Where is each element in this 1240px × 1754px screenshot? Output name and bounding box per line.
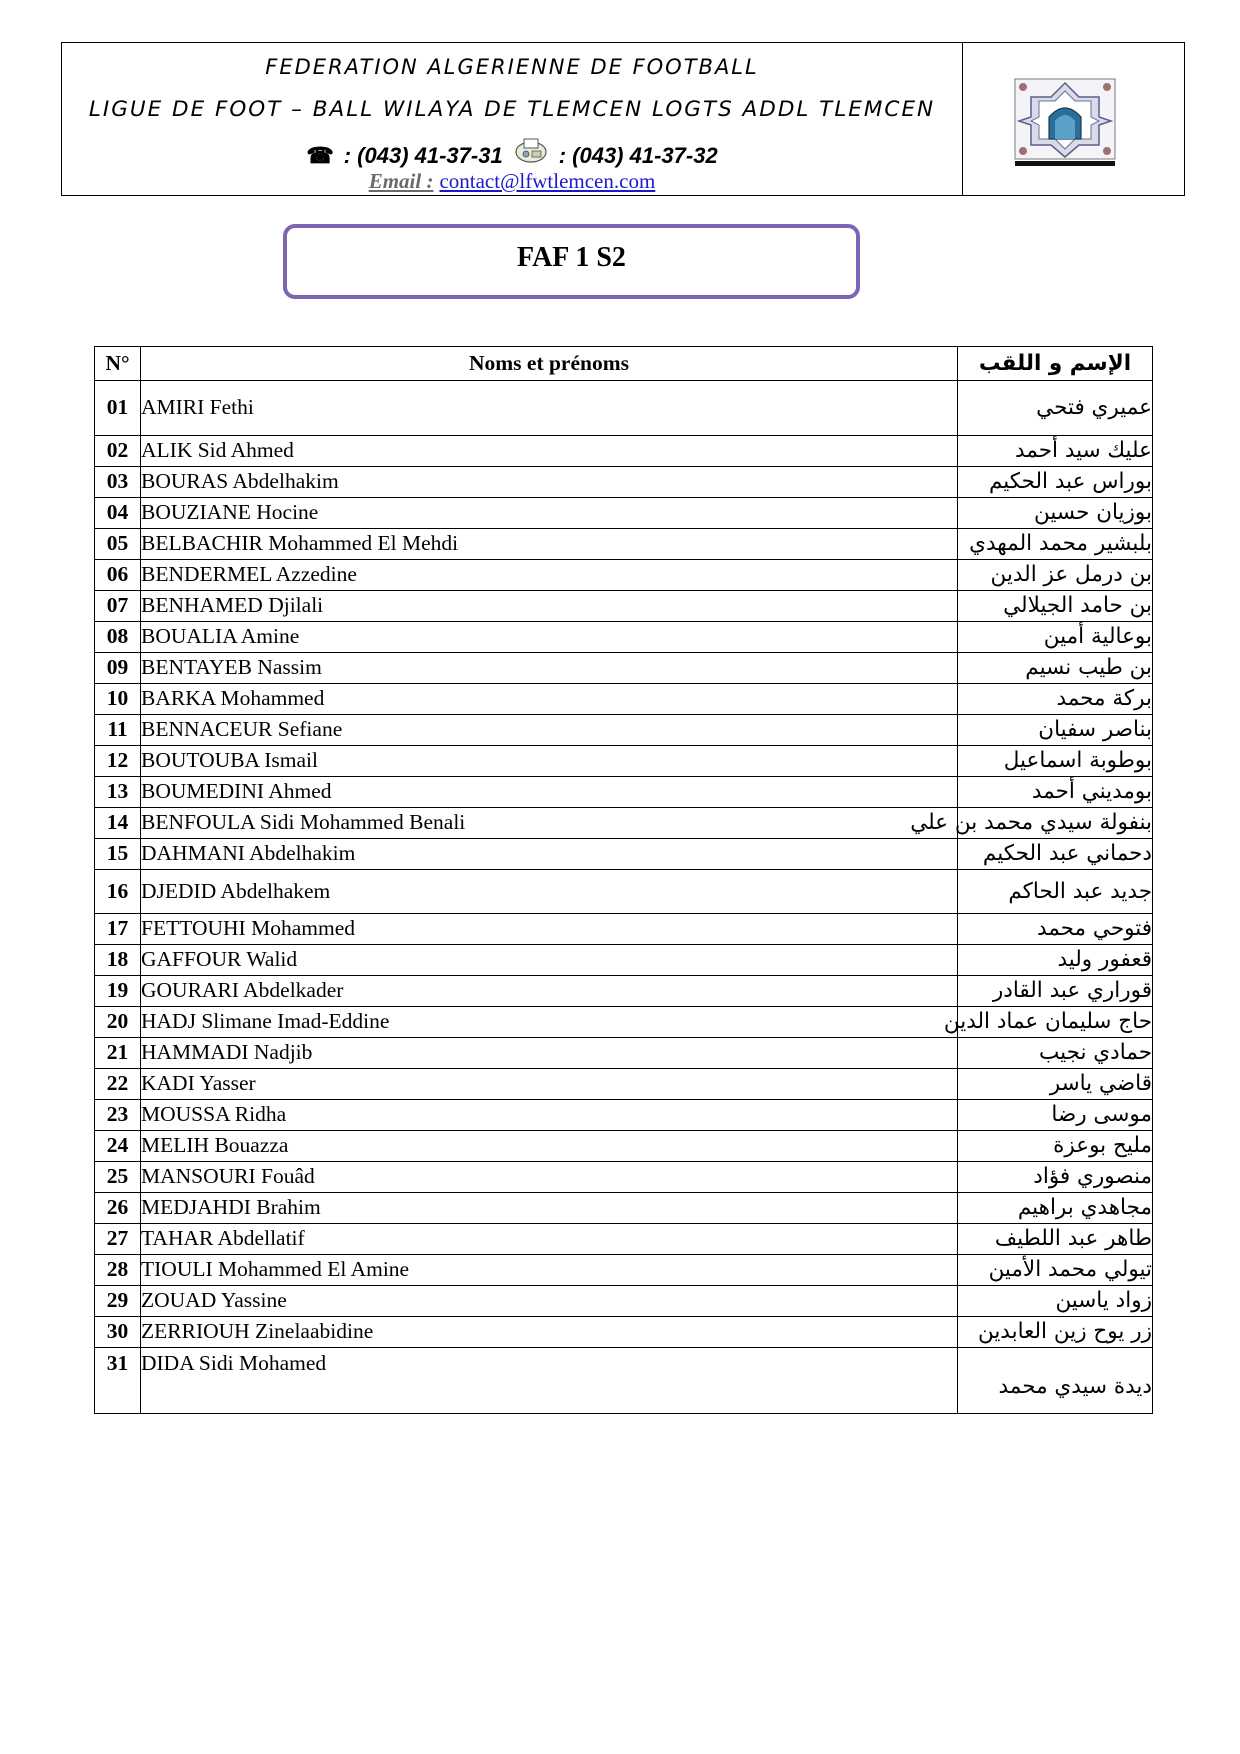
player-name-arabic: بوراس عبد الحكيم <box>958 467 1153 498</box>
phone-number: : (043) 41-37-31 <box>343 143 503 168</box>
player-name-arabic: قوراري عبد القادر <box>958 976 1153 1007</box>
table-row <box>95 467 1153 498</box>
table-row <box>95 498 1153 529</box>
table-row <box>95 839 1153 870</box>
phone-icon: ☎ <box>306 143 334 168</box>
player-name: BENDERMEL Azzedine <box>141 560 958 591</box>
player-name: BENHAMED Djilali <box>141 591 958 622</box>
row-number: 13 <box>95 777 141 808</box>
row-number: 15 <box>95 839 141 870</box>
player-name-arabic: موسى رضا <box>958 1100 1153 1131</box>
player-name: MOUSSA Ridha <box>141 1100 958 1131</box>
player-name-arabic: طاهر عبد اللطيف <box>958 1224 1153 1255</box>
row-number: 29 <box>95 1286 141 1317</box>
table-row <box>95 1131 1153 1162</box>
player-name: MANSOURI Fouâd <box>141 1162 958 1193</box>
row-number: 31 <box>95 1348 141 1414</box>
player-name-arabic: حاج سليمان عماد الدين <box>958 1007 1153 1038</box>
header-name: Noms et prénoms <box>141 347 958 381</box>
table-row <box>95 381 1153 436</box>
header-number: N° <box>95 347 141 381</box>
table-row <box>95 1069 1153 1100</box>
player-name-arabic: مليح بوعزة <box>958 1131 1153 1162</box>
player-name-arabic: بوعالية أمين <box>958 622 1153 653</box>
player-name-arabic: دحماني عبد الحكيم <box>958 839 1153 870</box>
player-name-arabic: بوطوبة اسماعيل <box>958 746 1153 777</box>
list-title: FAF 1 S2 <box>517 242 626 273</box>
logo-cell <box>963 43 1184 195</box>
table-row <box>95 560 1153 591</box>
row-number: 16 <box>95 870 141 914</box>
player-name-arabic: مجاهدي براهيم <box>958 1193 1153 1224</box>
league-logo <box>1013 77 1117 169</box>
table-row <box>95 529 1153 560</box>
player-name-arabic: عميري فتحي <box>958 381 1153 436</box>
row-number: 25 <box>95 1162 141 1193</box>
row-number: 02 <box>95 436 141 467</box>
player-name: MELIH Bouazza <box>141 1131 958 1162</box>
player-name-arabic: حمادي نجيب <box>958 1038 1153 1069</box>
player-name: BENNACEUR Sefiane <box>141 715 958 746</box>
row-number: 04 <box>95 498 141 529</box>
player-name-arabic: جديد عبد الحاكم <box>958 870 1153 914</box>
row-number: 18 <box>95 945 141 976</box>
player-name: DAHMANI Abdelhakim <box>141 839 958 870</box>
player-name: BENFOULA Sidi Mohammed Benali <box>141 808 958 839</box>
row-number: 12 <box>95 746 141 777</box>
contact-numbers <box>62 141 962 171</box>
table-row <box>95 436 1153 467</box>
row-number: 06 <box>95 560 141 591</box>
player-name-arabic: بركة محمد <box>958 684 1153 715</box>
player-name: BENTAYEB Nassim <box>141 653 958 684</box>
player-name: ZERRIOUH Zinelaabidine <box>141 1317 958 1348</box>
player-name: TAHAR Abdellatif <box>141 1224 958 1255</box>
player-name: BOUMEDINI Ahmed <box>141 777 958 808</box>
header-arabic-name: الإسم و اللقب <box>958 347 1153 381</box>
table-row <box>95 1193 1153 1224</box>
row-number: 01 <box>95 381 141 436</box>
roster-body <box>95 381 1153 1414</box>
row-number: 17 <box>95 914 141 945</box>
row-number: 08 <box>95 622 141 653</box>
table-row <box>95 777 1153 808</box>
email-label: Email : <box>368 169 434 193</box>
league-address: LIGUE DE FOOT – BALL WILAYA DE TLEMCEN LOGTS ADDL TLEMCEN <box>88 97 936 122</box>
player-name: DIDA Sidi Mohamed <box>141 1348 958 1414</box>
row-number: 27 <box>95 1224 141 1255</box>
fax-number: : (043) 41-37-32 <box>558 143 718 168</box>
letterhead <box>61 42 1185 196</box>
row-number: 03 <box>95 467 141 498</box>
table-row <box>95 1038 1153 1069</box>
player-name: BELBACHIR Mohammed El Mehdi <box>141 529 958 560</box>
table-row <box>95 1286 1153 1317</box>
player-roster-table <box>94 346 1153 1414</box>
email-link[interactable]: contact@lfwtlemcen.com <box>439 169 656 193</box>
table-row <box>95 715 1153 746</box>
player-name: GOURARI Abdelkader <box>141 976 958 1007</box>
table-row <box>95 976 1153 1007</box>
player-name: KADI Yasser <box>141 1069 958 1100</box>
player-name: BOUTOUBA Ismail <box>141 746 958 777</box>
table-row <box>95 684 1153 715</box>
player-name-arabic: بوزيان حسين <box>958 498 1153 529</box>
player-name: ALIK Sid Ahmed <box>141 436 958 467</box>
player-name-arabic: منصوري فؤاد <box>958 1162 1153 1193</box>
row-number: 14 <box>95 808 141 839</box>
player-name-arabic: تيولي محمد الأمين <box>958 1255 1153 1286</box>
table-row <box>95 808 1153 839</box>
table-row <box>95 945 1153 976</box>
federation-name: FEDERATION ALGERIENNE DE FOOTBALL <box>265 55 759 79</box>
row-number: 21 <box>95 1038 141 1069</box>
player-name-arabic: ديدة سيدي محمد <box>958 1348 1153 1414</box>
player-name: DJEDID Abdelhakem <box>141 870 958 914</box>
player-name: ZOUAD Yassine <box>141 1286 958 1317</box>
player-name-arabic: بن حامد الجيلالي <box>958 591 1153 622</box>
table-row <box>95 1100 1153 1131</box>
player-name: HADJ Slimane Imad-Eddine <box>141 1007 958 1038</box>
table-row <box>95 591 1153 622</box>
fax-icon <box>513 135 549 165</box>
table-row <box>95 1317 1153 1348</box>
player-name: BOUZIANE Hocine <box>141 498 958 529</box>
row-number: 30 <box>95 1317 141 1348</box>
row-number: 22 <box>95 1069 141 1100</box>
row-number: 10 <box>95 684 141 715</box>
player-name: BARKA Mohammed <box>141 684 958 715</box>
player-name-arabic: قاضي ياسر <box>958 1069 1153 1100</box>
row-number: 24 <box>95 1131 141 1162</box>
row-number: 26 <box>95 1193 141 1224</box>
player-name: BOURAS Abdelhakim <box>141 467 958 498</box>
player-name: AMIRI Fethi <box>141 381 958 436</box>
table-row <box>95 1007 1153 1038</box>
player-name: BOUALIA Amine <box>141 622 958 653</box>
player-name-arabic: عليك سيد أحمد <box>958 436 1153 467</box>
player-name: TIOULI Mohammed El Amine <box>141 1255 958 1286</box>
player-name-arabic: بنفولة سيدي محمد بن علي <box>958 808 1153 839</box>
player-name-arabic: قعفور وليد <box>958 945 1153 976</box>
table-row <box>95 622 1153 653</box>
row-number: 07 <box>95 591 141 622</box>
list-title-box <box>283 224 860 299</box>
row-number: 28 <box>95 1255 141 1286</box>
row-number: 19 <box>95 976 141 1007</box>
letterhead-text <box>62 43 963 195</box>
player-name: MEDJAHDI Brahim <box>141 1193 958 1224</box>
row-number: 09 <box>95 653 141 684</box>
row-number: 11 <box>95 715 141 746</box>
table-row <box>95 870 1153 914</box>
table-row <box>95 1348 1153 1414</box>
player-name-arabic: زر يوح زين العابدين <box>958 1317 1153 1348</box>
player-name: GAFFOUR Walid <box>141 945 958 976</box>
table-row <box>95 653 1153 684</box>
table-row <box>95 1255 1153 1286</box>
player-name-arabic: بومديني أحمد <box>958 777 1153 808</box>
player-name-arabic: بلبشير محمد المهدي <box>958 529 1153 560</box>
player-name: FETTOUHI Mohammed <box>141 914 958 945</box>
email-line <box>62 169 962 194</box>
player-name-arabic: فتوحي محمد <box>958 914 1153 945</box>
player-name-arabic: بن طيب نسيم <box>958 653 1153 684</box>
row-number: 20 <box>95 1007 141 1038</box>
player-name-arabic: بناصر سفيان <box>958 715 1153 746</box>
player-name-arabic: بن درمل عز الدين <box>958 560 1153 591</box>
row-number: 05 <box>95 529 141 560</box>
table-row <box>95 914 1153 945</box>
table-header-row <box>95 347 1153 381</box>
player-name-arabic: زواد ياسين <box>958 1286 1153 1317</box>
table-row <box>95 1224 1153 1255</box>
player-name: HAMMADI Nadjib <box>141 1038 958 1069</box>
row-number: 23 <box>95 1100 141 1131</box>
table-row <box>95 1162 1153 1193</box>
table-row <box>95 746 1153 777</box>
